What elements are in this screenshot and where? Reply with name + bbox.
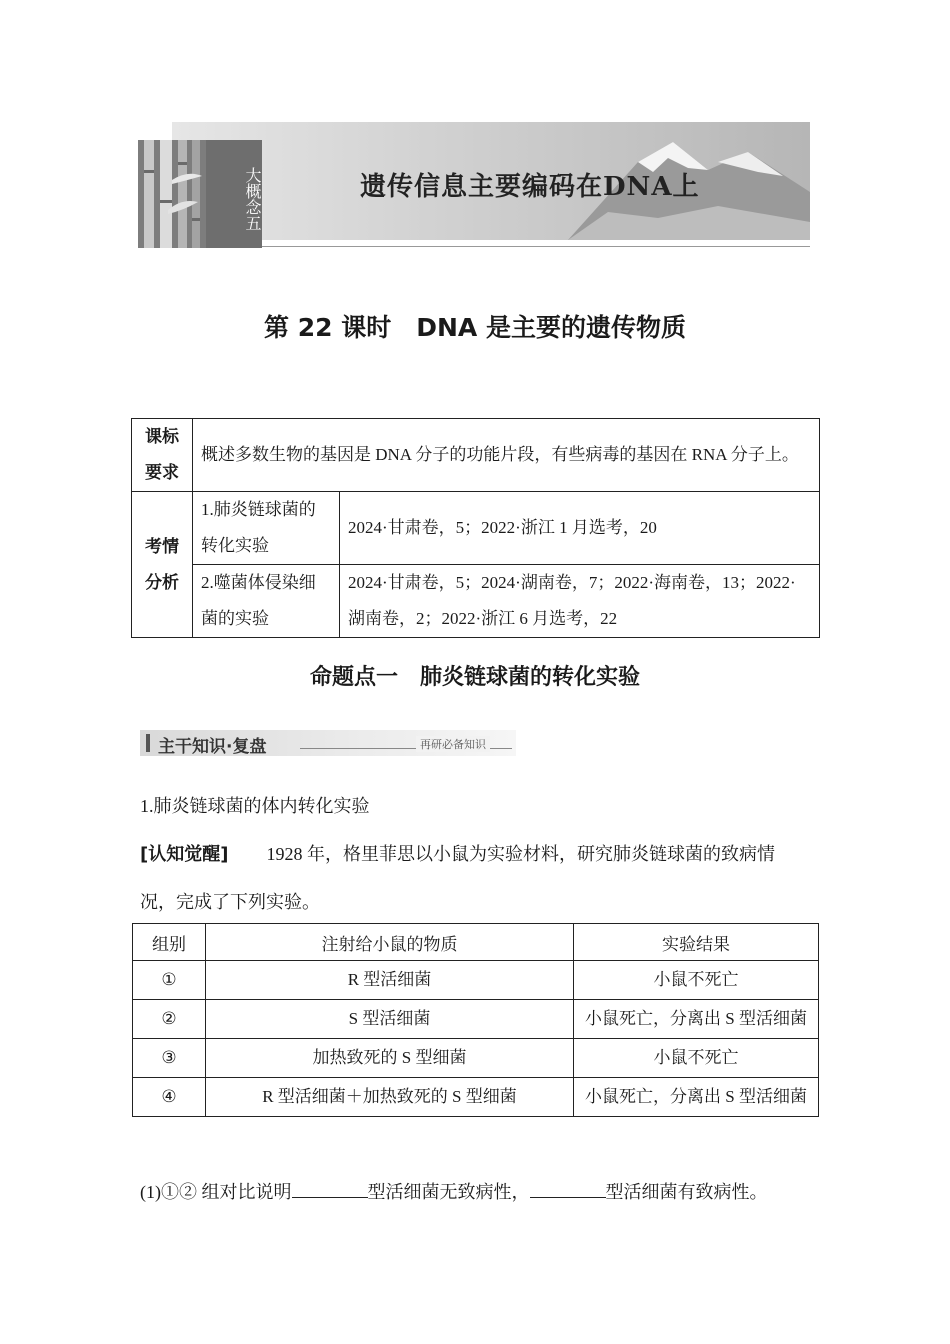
table-row [132,419,820,492]
table-header-row [133,924,819,961]
section-accent [146,734,150,752]
subheading: 1.肺炎链球菌的体内转化实验 [140,796,370,816]
kebiao-text: 概述多数生物的基因是 DNA 分子的功能片段，有些病毒的基因在 RNA 分子上。 [193,419,820,492]
header-result: 实验结果 [574,924,819,961]
group-cell: ④ [133,1078,206,1117]
awareness-text: 1928 年，格里菲思以小鼠为实验材料，研究肺炎链球菌的致病情 [266,844,775,864]
sources-cell: 2024·甘肃卷，5；2024·湖南卷，7；2022·海南卷，13；2022·湖南卷，2；2022·浙江 6 月选考，22 [340,565,820,638]
table-row [133,961,819,1000]
answer-blank-2[interactable] [530,1181,606,1198]
group-cell: ③ [133,1039,206,1078]
table-row [132,565,820,638]
point-title: 命题点一 肺炎链球菌的转化实验 [309,665,640,690]
section-side-label: 再研必备知识 [416,736,490,752]
substance-cell: S 型活细菌 [206,1000,574,1039]
experiment-table [132,923,819,1117]
table-row [132,492,820,565]
substance-cell: 加热致死的 S 型细菌 [206,1039,574,1078]
kaoqing-label: 考情分析 [132,492,193,638]
sources-cell: 2024·甘肃卷，5；2022·浙江 1 月选考，20 [340,492,820,565]
awareness-paragraph [140,840,775,866]
awareness-label: [认知觉醒] [140,844,229,865]
answer-blank-1[interactable] [292,1181,368,1198]
requirement-table [131,418,820,638]
result-cell: 小鼠不死亡 [574,961,819,1000]
table-row [133,1078,819,1117]
kebiao-label: 课标要求 [132,419,193,492]
topic-cell: 1.肺炎链球菌的转化实验 [193,492,340,565]
topic-cell: 2.噬菌体侵染细菌的实验 [193,565,340,638]
question-suffix: 型活细菌有致病性。 [605,1182,768,1202]
question-line [140,1178,768,1204]
table-row [133,1000,819,1039]
substance-cell: R 型活细菌＋加热致死的 S 型细菌 [206,1078,574,1117]
section-main-label: 主干知识·复盘 [158,737,267,757]
awareness-text-cont: 况，完成了下列实验。 [140,892,320,912]
substance-cell: R 型活细菌 [206,961,574,1000]
lesson-title: 第 22 课时 DNA 是主要的遗传物质 [264,313,686,342]
table-row [133,1039,819,1078]
header-group: 组别 [133,924,206,961]
result-cell: 小鼠死亡，分离出 S 型活细菌 [574,1000,819,1039]
header-substance: 注射给小鼠的物质 [206,924,574,961]
bamboo-illustration [138,140,206,248]
concept-tag [206,140,262,248]
banner-title: 遗传信息主要编码在DNA上 [360,172,700,202]
question-middle: 型活细菌无致病性， [367,1182,530,1202]
group-cell: ② [133,1000,206,1039]
section-bar [140,730,516,756]
group-cell: ① [133,961,206,1000]
concept-tag-text: 大概念五 [243,167,262,231]
chapter-banner [138,122,810,248]
banner-rule [262,246,810,247]
result-cell: 小鼠死亡，分离出 S 型活细菌 [574,1078,819,1117]
result-cell: 小鼠不死亡 [574,1039,819,1078]
question-prefix: (1)①② 组对比说明 [140,1182,292,1202]
